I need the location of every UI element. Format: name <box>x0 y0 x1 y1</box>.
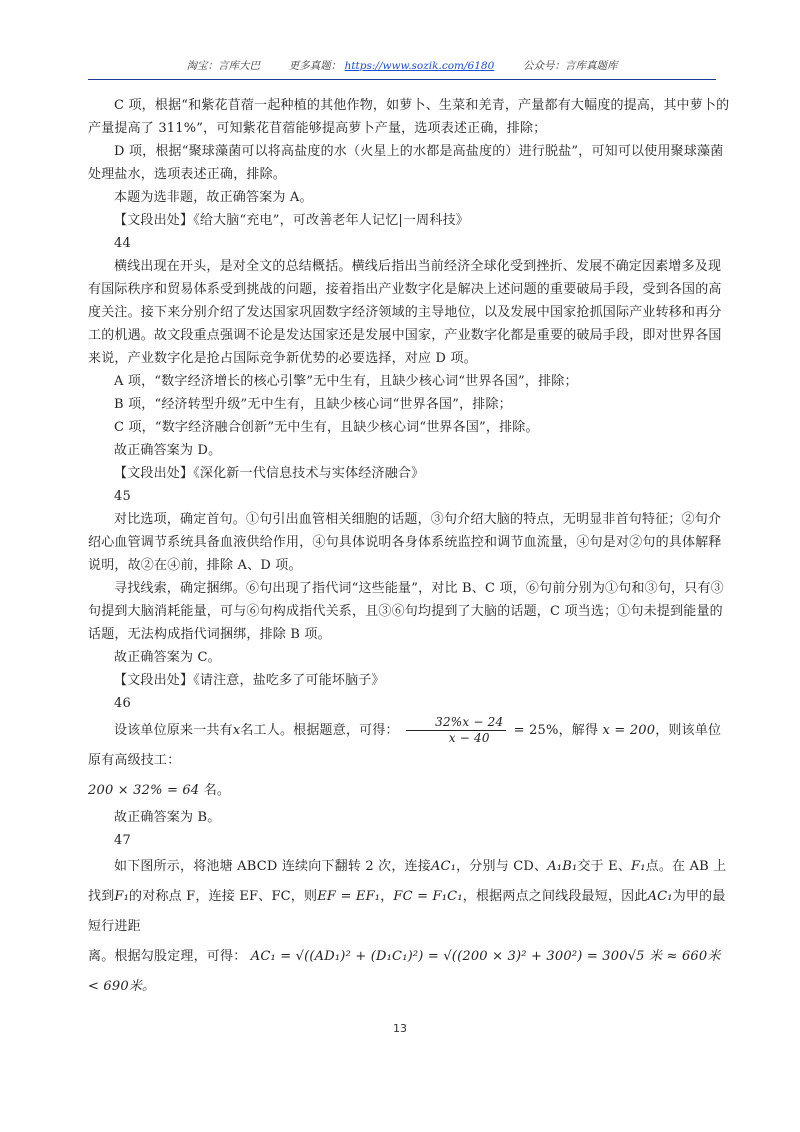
question-number: 45 <box>114 489 131 504</box>
paragraph: 寻找线索，确定捆绑。⑥句出现了指代词“这些能量”，对比 B、C 项，⑥句前分别为①句和③句，只有③句提到大脑消耗能量，可与⑥句构成指代关系，且③⑥句均提到了大脑的话题，C 项当选；①句未提到能量的话题，无法构成指代词捆绑，排除 B 项。 <box>88 581 724 642</box>
source-citation: 【文段出处】《给大脑“充电”，可改善老年人记忆|一周科技》 <box>114 213 469 228</box>
header-link[interactable]: https://www.sozik.com/6180 <box>344 60 495 72</box>
paragraph: 本题为选非题，故正确答案为 A。 <box>114 190 313 205</box>
paragraph: C 项，根据“和紫花苜蓿一起种植的其他作物，如萝卜、生菜和羌青，产量都有大幅度的提高，其中萝卜的产量提高了 311%”，可知紫花苜蓿能够提高萝卜产量，选项表述正确，排除； <box>88 98 730 136</box>
question-number: 46 <box>114 696 131 711</box>
page-header <box>88 58 716 78</box>
q46-solution: 设该单位原来一共有x名工人。根据题意，可得： $\frac{32\%x - 24}{x - 40}$ = 25%，解得 x = 200，则该单位原有高级技工： <box>88 715 722 768</box>
q47-formula: 离。根据勾股定理，可得： AC₁ = √((AD₁)² + (D₁C₁)²) = √((200 × 3)² + 300²) = 300√5 米 ≈ 660米 < 690米。 <box>88 949 721 994</box>
source-citation: 【文段出处】《深化新一代信息技术与实体经济融合》 <box>114 466 425 481</box>
question-number: 47 <box>114 833 131 848</box>
question-number: 44 <box>114 236 131 251</box>
paragraph: D 项，根据“聚球藻菌可以将高盐度的水（火星上的水都是高盐度的）进行脱盐”，可知可以使用聚球藻菌处理盐水，选项表述正确，排除。 <box>88 144 724 182</box>
header-link-label: 更多真题： <box>288 60 342 72</box>
paragraph: 故正确答案为 C。 <box>114 650 221 665</box>
header-account: 公众号：言库真题库 <box>522 60 618 72</box>
paragraph: A 项，“数字经济增长的核心引擎”无中生有，且缺少核心词“世界各国”，排除； <box>114 374 578 389</box>
q47-solution: 如下图所示，将池塘 ABCD 连续向下翻转 2 次，连接AC₁，分别与 CD、A₁B₁交于 E、F₁点。在 AB 上找到F₁的对称点 F，连接 EF、FC，则EF = EF₁，FC = F₁C₁，根据两点之间线段最短，因此AC₁为甲的最短行进距 <box>88 859 727 934</box>
page-number: 13 <box>393 1022 407 1035</box>
paragraph: 对比选项，确定首句。①句引出血管相关细胞的话题，③句介绍大脑的特点，无明显非首句特征；②句介绍心血管调节系统具备血液供给作用，④句具体说明各身体系统监控和调节血流量，④句是对②句的具体解释说明，故②在④前，排除 A、D 项。 <box>88 512 722 573</box>
paragraph: 故正确答案为 D。 <box>114 443 222 458</box>
q46-calculation: 200 × 32% = 64 名。 <box>88 783 231 798</box>
fraction: $\frac{32\%x - 24}{x - 40}$ <box>406 715 506 746</box>
paragraph: 故正确答案为 B。 <box>114 810 221 825</box>
paragraph: C 项，“数字经济融合创新”无中生有，且缺少核心词“世界各国”，排除。 <box>114 420 539 435</box>
source-citation: 【文段出处】《请注意，盐吃多了可能坏脑子》 <box>114 673 385 688</box>
paragraph: B 项，“经济转型升级”无中生有，且缺少核心词“世界各国”，排除； <box>114 397 512 412</box>
page-content <box>88 94 730 1002</box>
paragraph: 横线出现在开头，是对全文的总结概括。横线后指出当前经济全球化受到挫折、发展不确定因素增多及现有国际秩序和贸易体系受到挑战的问题，接着指出产业数字化是解决上述问题的重要破局手段，受到各国的高度关注。接下来分别介绍了发达国家巩固数字经济领域的主导地位，以及发展中国家抢抓国际产业转移和再分工的机遇。故文段重点强调不论是发达国家还是发展中国家，产业数字化都是重要的破局手段，即对世界各国来说，产业数字化是抢占国际竞争新优势的必要选择，对应 D 项。 <box>88 259 722 366</box>
header-shop: 淘宝：言库大巴 <box>186 60 261 72</box>
header-divider <box>88 79 716 80</box>
